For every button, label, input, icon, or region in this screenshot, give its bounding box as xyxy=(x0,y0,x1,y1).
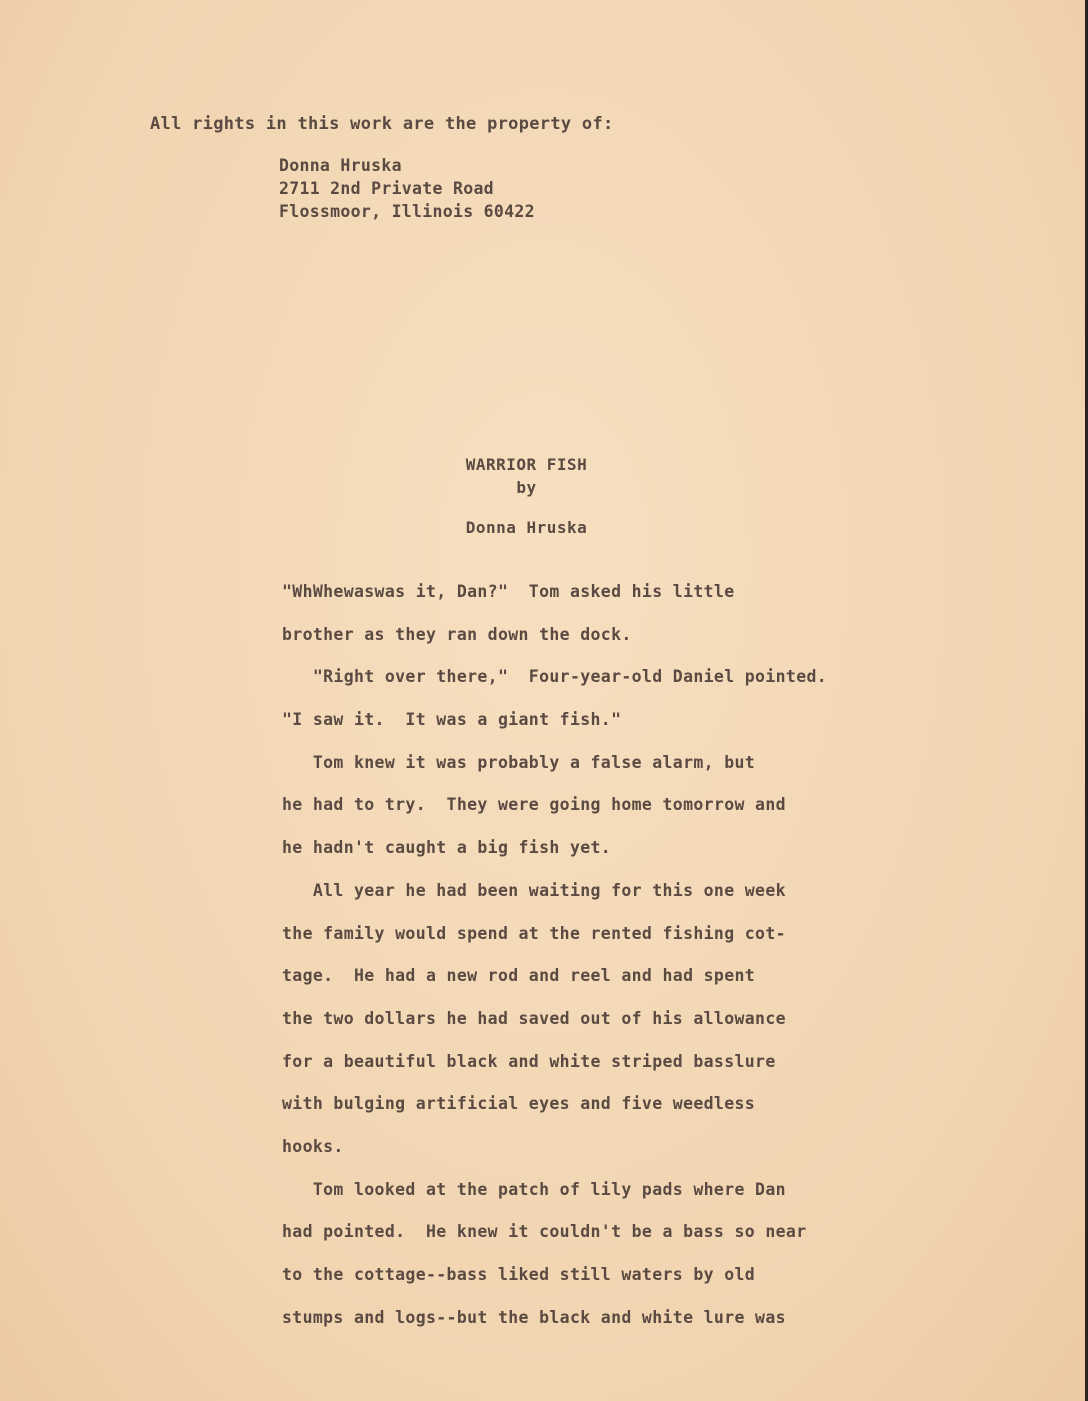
text-line: "Right over there," Four-year-old Daniel pointed. xyxy=(282,667,828,687)
address-line: Flossmoor, Illinois 60422 xyxy=(279,202,535,221)
byline-by: by xyxy=(516,478,537,497)
text-line: for a beautiful black and white striped basslure xyxy=(282,1051,776,1071)
story-body xyxy=(282,578,882,1346)
text-line: had pointed. He knew it couldn't be a bass so near xyxy=(282,1222,807,1242)
rights-notice: All rights in this work are the property of: xyxy=(150,114,614,134)
byline-author: Donna Hruska xyxy=(465,518,588,537)
text-line: All year he had been waiting for this one week xyxy=(282,880,786,900)
text-line: to the cottage--bass liked still waters by old xyxy=(282,1265,756,1284)
text-line: the family would spend at the rented fishing cot- xyxy=(282,923,786,943)
story-title: WARRIOR FISH xyxy=(465,455,588,474)
address-line: 2711 2nd Private Road xyxy=(279,179,494,198)
text-line: "I saw it. It was a giant fish." xyxy=(282,710,622,730)
text-line: "WhWhewaswas it, Dan?" Tom asked his little xyxy=(282,582,735,601)
address-line: Donna Hruska xyxy=(279,156,402,175)
text-line: hooks. xyxy=(282,1136,344,1156)
text-line: he hadn't caught a big fish yet. xyxy=(282,838,612,858)
text-line: brother as they ran down the dock. xyxy=(282,624,632,644)
text-line: Tom looked at the patch of lily pads where Dan xyxy=(282,1179,786,1199)
author-address xyxy=(279,154,535,223)
text-line: stumps and logs--but the black and white lure was xyxy=(282,1307,786,1327)
text-line: Tom knew it was probably a false alarm, but xyxy=(282,752,756,772)
text-line: the two dollars he had saved out of his allowance xyxy=(282,1008,786,1028)
text-line: he had to try. They were going home tomorrow and xyxy=(282,795,786,815)
text-line: tage. He had a new rod and reel and had spent xyxy=(282,966,756,986)
text-line: with bulging artificial eyes and five weedless xyxy=(282,1094,756,1114)
